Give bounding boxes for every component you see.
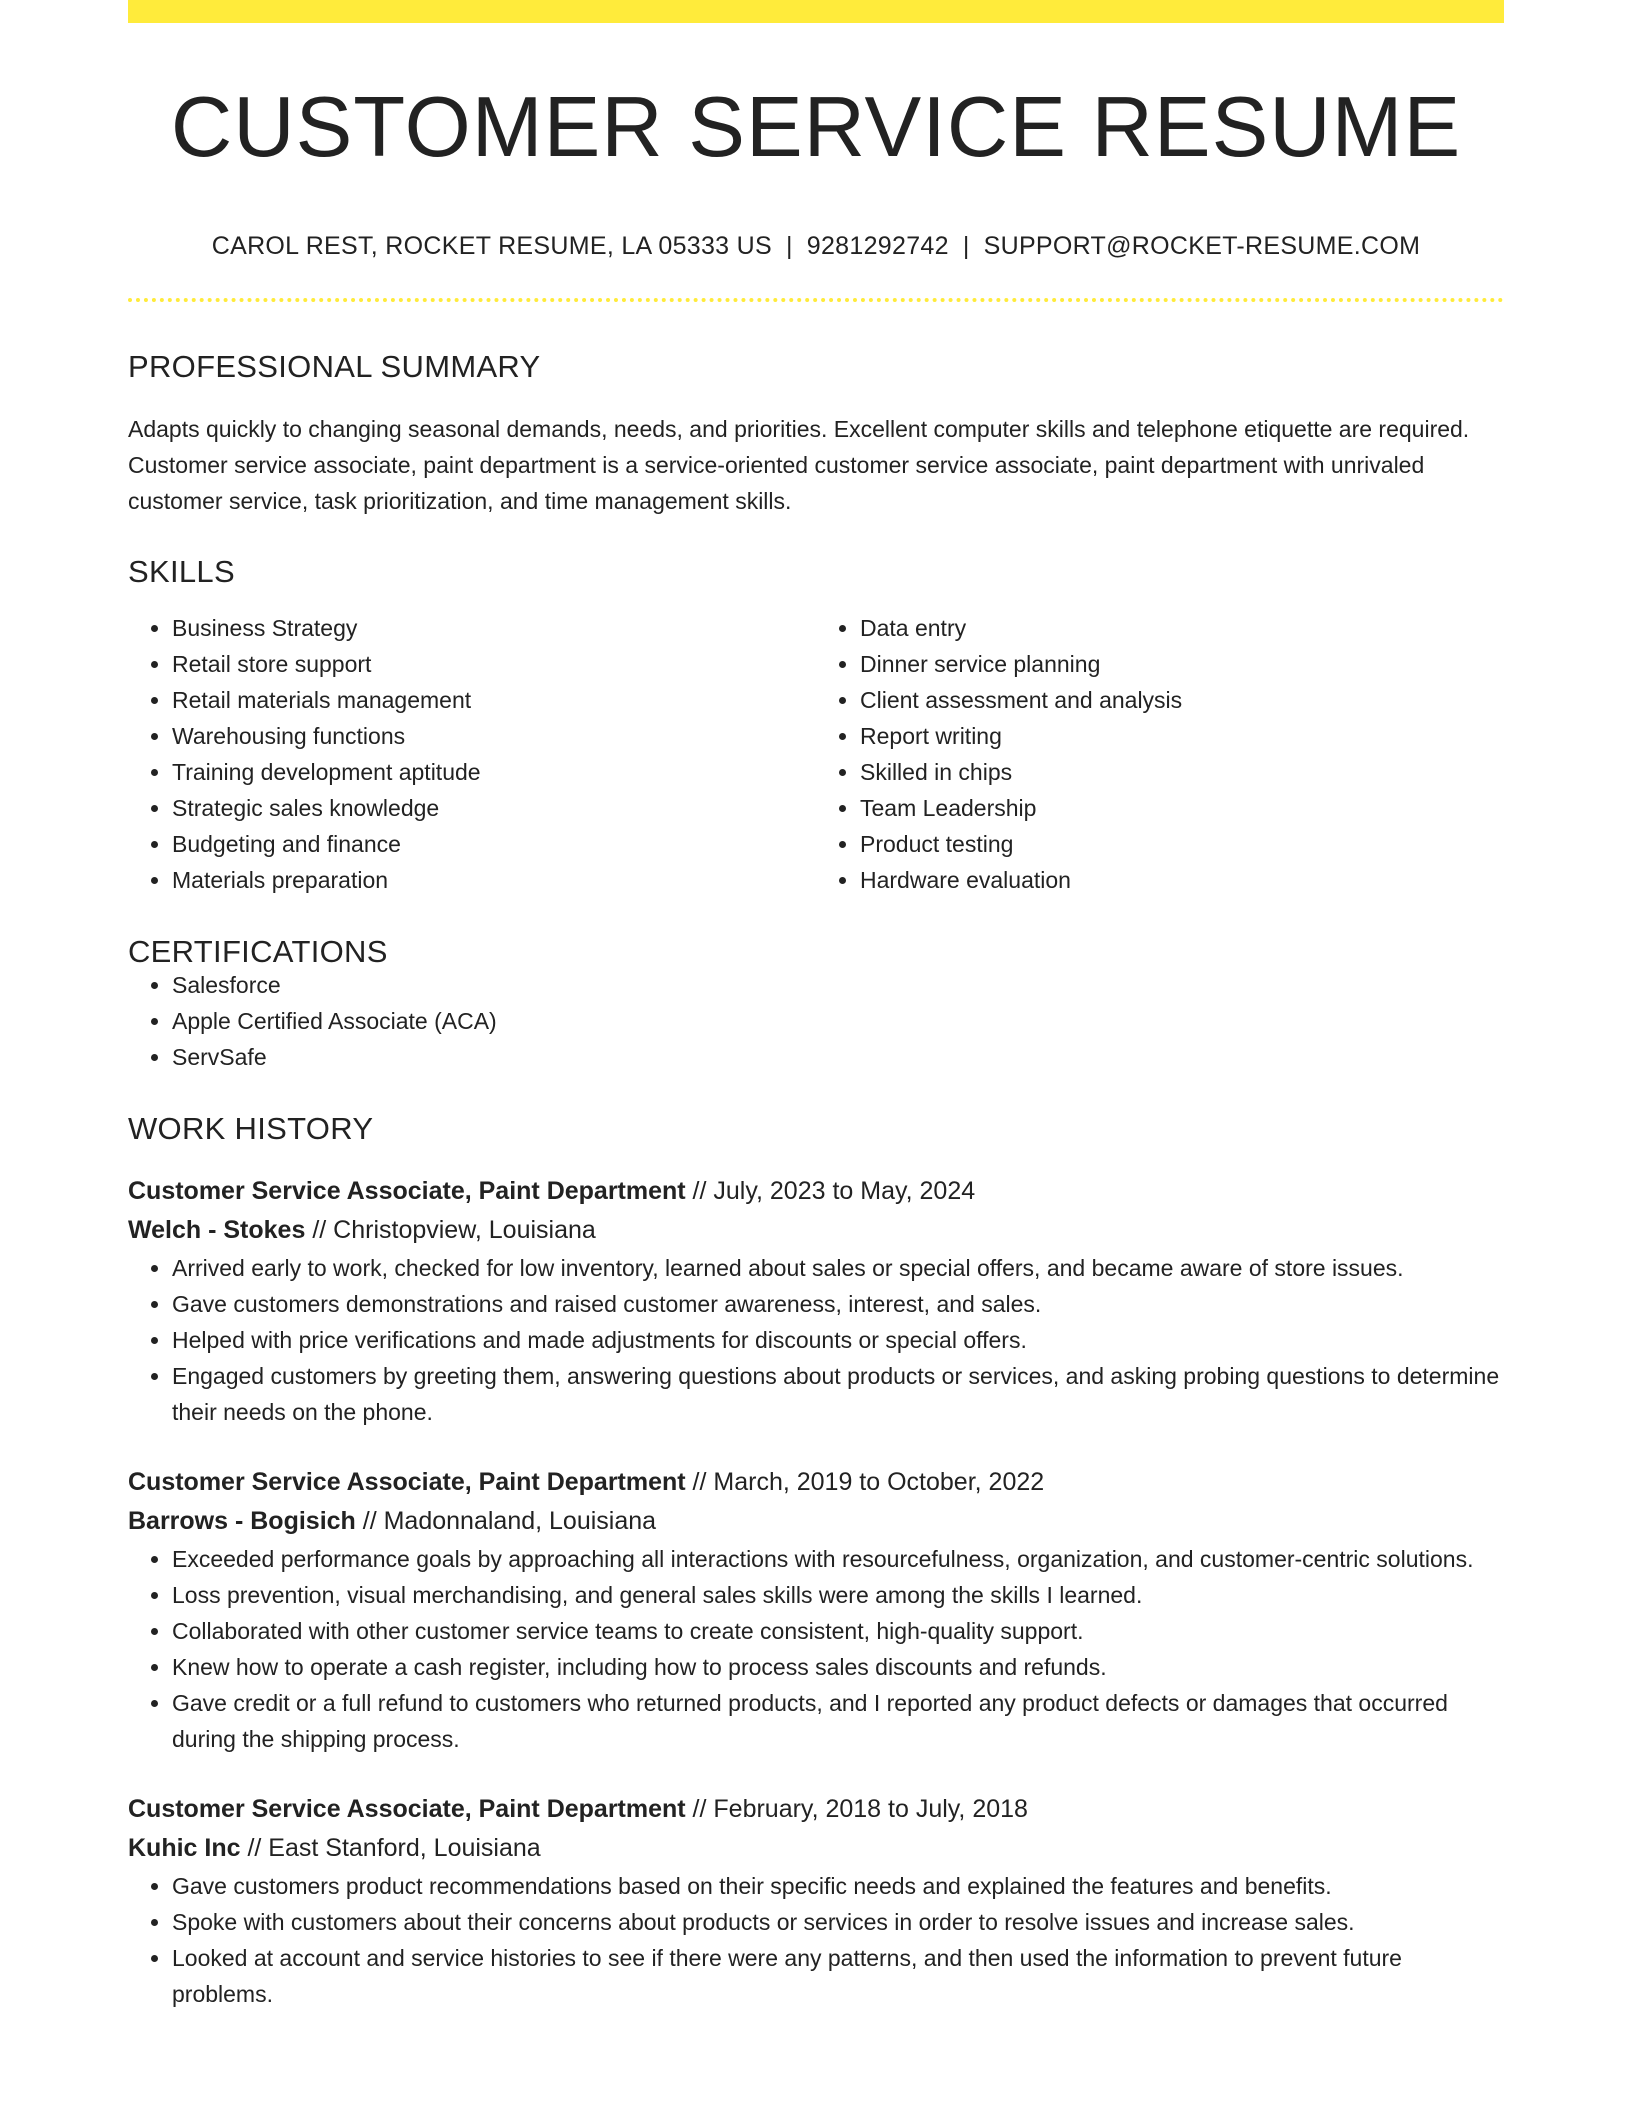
work-history-section <box>128 1113 1504 2012</box>
certifications-heading: CERTIFICATIONS <box>128 934 388 969</box>
skills-column-left <box>128 610 816 898</box>
job-entry <box>128 1172 1504 1430</box>
job-title: Customer Service Associate, Paint Department <box>128 1795 686 1823</box>
contact-address: CAROL REST, ROCKET RESUME, LA 05333 US <box>211 232 772 260</box>
summary-section <box>128 351 1504 519</box>
job-bullets <box>128 1250 1504 1430</box>
skill-item: • Business Strategy <box>172 610 816 646</box>
job-company-line <box>128 1502 1504 1541</box>
job-bullet: • Spoke with customers about their concerns about products or services in order to resolve issues and increase sales. <box>172 1904 1504 1940</box>
job-entry <box>128 1790 1504 2012</box>
job-title-line <box>128 1790 1504 1829</box>
skills-heading: SKILLS <box>128 554 235 589</box>
job-bullet: • Knew how to operate a cash register, including how to process sales discounts and refunds. <box>172 1649 1504 1685</box>
job-company: Welch - Stokes <box>128 1216 306 1244</box>
job-title-line <box>128 1463 1504 1502</box>
skill-item: • Budgeting and finance <box>172 826 816 862</box>
job-location: // Christopview, Louisiana <box>305 1216 596 1244</box>
summary-heading: PROFESSIONAL SUMMARY <box>128 349 541 384</box>
job-dates: // February, 2018 to July, 2018 <box>685 1795 1028 1823</box>
certification-item: • ServSafe <box>172 1039 1504 1075</box>
certification-item: • Apple Certified Associate (ACA) <box>172 1003 1504 1039</box>
skills-list-right <box>816 610 1504 898</box>
work-history-heading: WORK HISTORY <box>128 1111 374 1146</box>
job-company: Kuhic Inc <box>128 1834 241 1862</box>
skill-item: • Materials preparation <box>172 862 816 898</box>
summary-text: Adapts quickly to changing seasonal demands, needs, and priorities. Excellent computer skills and telephone etiquette are required. Customer service associate, paint department is a service-oriented customer service associate, paint department with unrivaled customer service, task prioritization, and time management skills. <box>128 416 1470 514</box>
job-bullet: • Gave credit or a full refund to customers who returned products, and I reported any product defects or damages that occurred during the shipping process. <box>172 1685 1504 1757</box>
job-bullet: • Exceeded performance goals by approaching all interactions with resourcefulness, organization, and customer-centric solutions. <box>172 1541 1504 1577</box>
contact-phone: 9281292742 <box>806 232 949 260</box>
resume-page <box>128 0 1504 2012</box>
job-bullet: • Looked at account and service histories to see if there were any patterns, and then used the information to prevent future problems. <box>172 1940 1504 2012</box>
contact-email: SUPPORT@ROCKET-RESUME.COM <box>983 232 1421 260</box>
skill-item: • Client assessment and analysis <box>860 682 1504 718</box>
skills-section <box>128 556 1504 898</box>
job-company-line <box>128 1829 1504 1868</box>
skill-item: • Data entry <box>860 610 1504 646</box>
job-bullet: • Helped with price verifications and made adjustments for discounts or special offers. <box>172 1322 1504 1358</box>
resume-title: CUSTOMER SERVICE RESUME <box>170 80 1462 175</box>
job-dates: // March, 2019 to October, 2022 <box>685 1468 1045 1496</box>
contact-separator: | <box>785 232 793 260</box>
skill-item: • Retail store support <box>172 646 816 682</box>
job-bullet: • Gave customers demonstrations and raised customer awareness, interest, and sales. <box>172 1286 1504 1322</box>
skill-item: • Team Leadership <box>860 790 1504 826</box>
job-bullet: • Gave customers product recommendations based on their specific needs and explained the features and benefits. <box>172 1868 1504 1904</box>
skill-item: • Dinner service planning <box>860 646 1504 682</box>
job-dates: // July, 2023 to May, 2024 <box>685 1177 976 1205</box>
job-location: // East Stanford, Louisiana <box>240 1834 541 1862</box>
skill-item: • Strategic sales knowledge <box>172 790 816 826</box>
skill-item: • Skilled in chips <box>860 754 1504 790</box>
contact-line <box>128 234 1504 259</box>
certifications-section <box>128 936 1504 1075</box>
skills-columns <box>128 610 1504 898</box>
job-company: Barrows - Bogisich <box>128 1507 356 1535</box>
job-bullets <box>128 1541 1504 1757</box>
job-bullet: • Loss prevention, visual merchandising, and general sales skills were among the skills I learned. <box>172 1577 1504 1613</box>
job-bullet: • Arrived early to work, checked for low inventory, learned about sales or special offers, and became aware of store issues. <box>172 1250 1504 1286</box>
skill-item: • Retail materials management <box>172 682 816 718</box>
skill-item: • Report writing <box>860 718 1504 754</box>
job-title: Customer Service Associate, Paint Department <box>128 1468 686 1496</box>
job-company-line <box>128 1211 1504 1250</box>
contact-separator: | <box>962 232 970 260</box>
job-bullet: • Collaborated with other customer service teams to create consistent, high-quality support. <box>172 1613 1504 1649</box>
skill-item: • Hardware evaluation <box>860 862 1504 898</box>
skill-item: • Training development aptitude <box>172 754 816 790</box>
job-bullets <box>128 1868 1504 2012</box>
job-title: Customer Service Associate, Paint Department <box>128 1177 686 1205</box>
certification-item: • Salesforce <box>172 967 1504 1003</box>
certifications-list <box>128 967 1504 1075</box>
job-bullet: • Engaged customers by greeting them, answering questions about products or services, and asking probing questions to determine their needs on the phone. <box>172 1358 1504 1430</box>
job-location: // Madonnaland, Louisiana <box>355 1507 657 1535</box>
dotted-divider <box>128 298 1504 302</box>
job-entry <box>128 1463 1504 1757</box>
skill-item: • Product testing <box>860 826 1504 862</box>
accent-top-bar <box>128 0 1504 23</box>
job-title-line <box>128 1172 1504 1211</box>
skill-item: • Warehousing functions <box>172 718 816 754</box>
skills-list-left <box>128 610 816 898</box>
skills-column-right <box>816 610 1504 898</box>
